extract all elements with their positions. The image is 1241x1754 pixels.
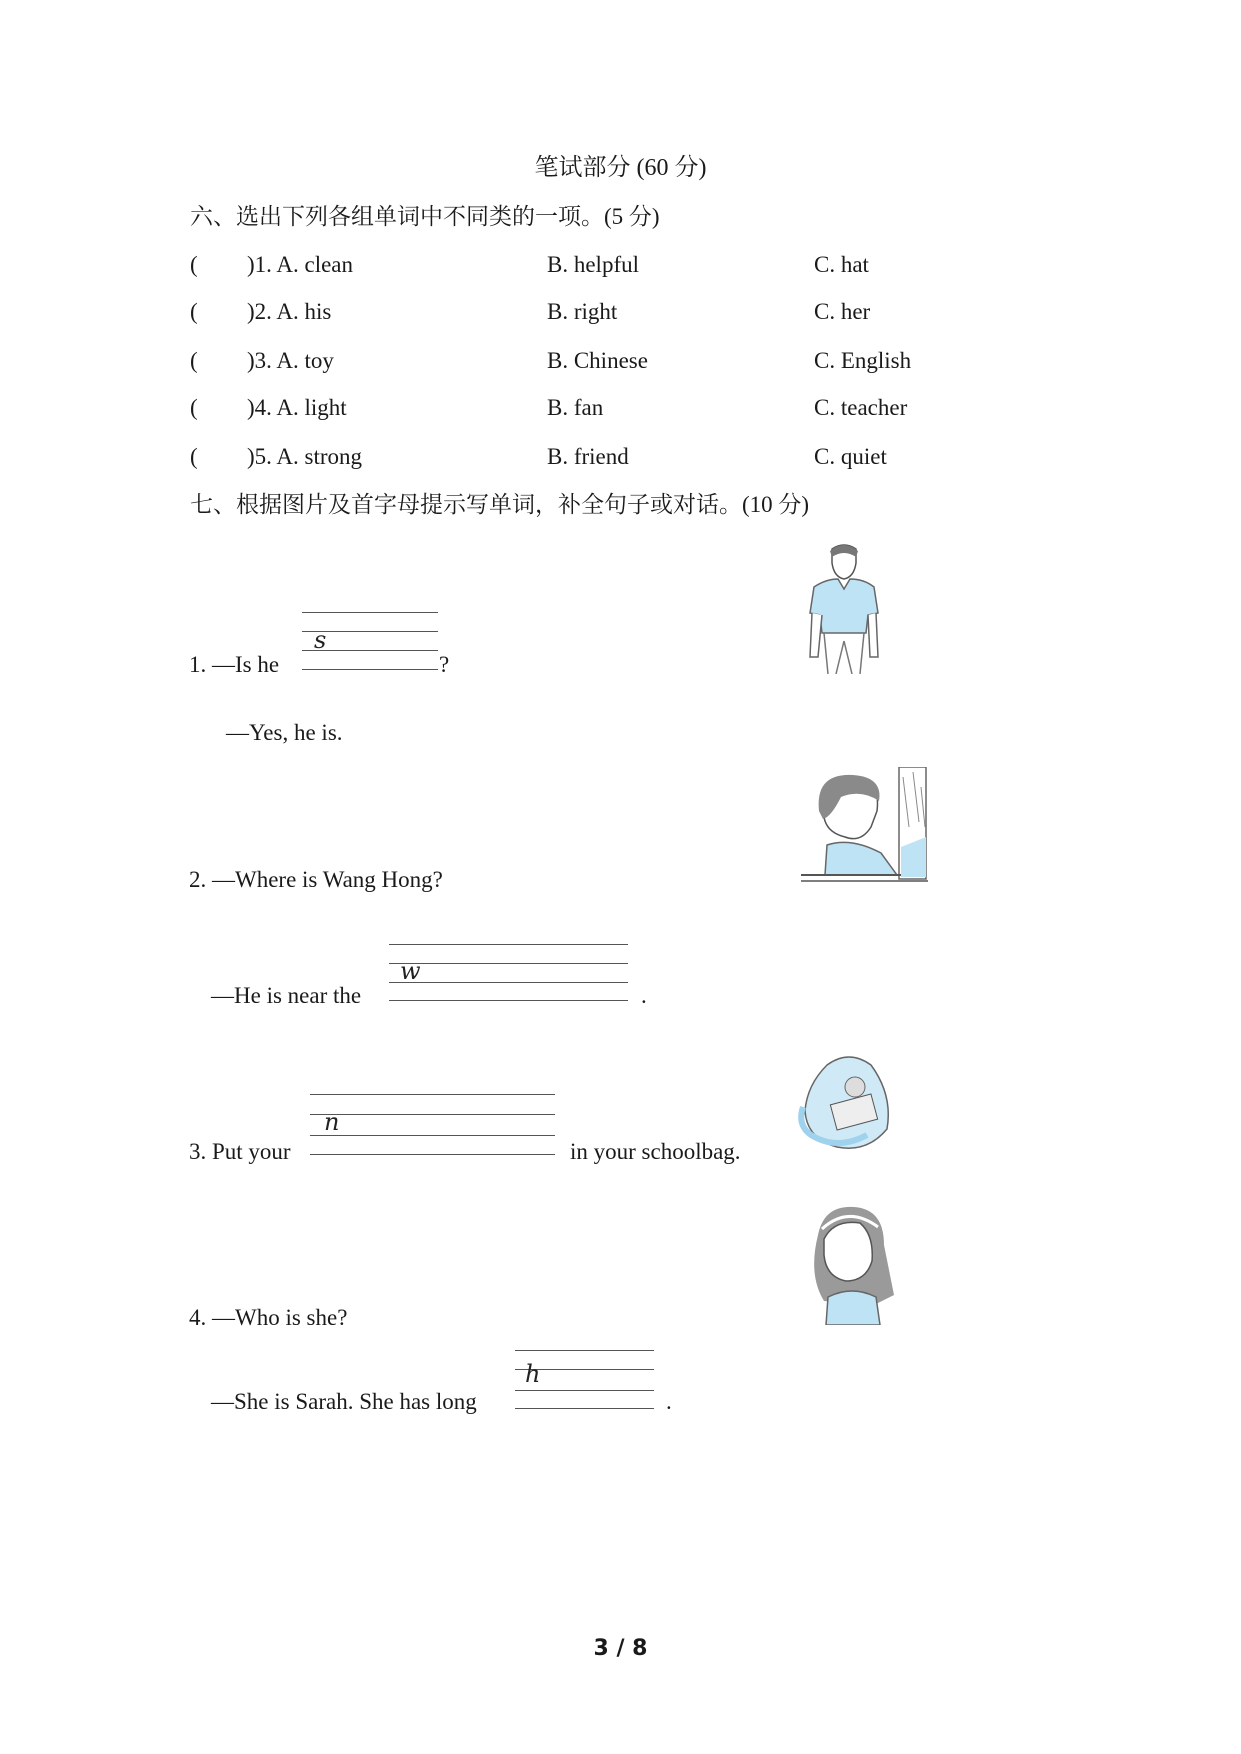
option-a: )3. A. toy (247, 348, 334, 373)
option-b: B. helpful (547, 252, 639, 277)
answer-paren[interactable]: ( (190, 252, 198, 277)
q1-hint-letter: s (314, 626, 327, 654)
q3-suffix: in your schoolbag. (570, 1139, 741, 1164)
q4-question: 4. —Who is she? (189, 1305, 348, 1330)
q4-hint-letter: h (525, 1360, 541, 1388)
answer-paren[interactable]: ( (190, 299, 198, 324)
q1-suffix: ? (439, 652, 450, 677)
q1-answer: —Yes, he is. (226, 720, 343, 745)
option-c: C. quiet (814, 444, 887, 469)
option-c: C. hat (814, 252, 869, 277)
q3-hint-letter: n (324, 1108, 340, 1136)
answer-paren[interactable]: ( (190, 444, 198, 469)
answer-paren[interactable]: ( (190, 395, 198, 420)
q2-hint-letter: w (400, 957, 421, 985)
page-number: 3 / 8 (593, 1636, 648, 1661)
option-b: B. fan (547, 395, 604, 420)
option-a: )1. A. clean (247, 252, 354, 277)
q2-prompt: —He is near the (211, 983, 362, 1008)
strong-man-illustration (806, 541, 882, 674)
page-title: 笔试部分 (60 分) (534, 155, 707, 181)
girl-long-hair-illustration (804, 1205, 896, 1325)
option-c: C. teacher (814, 395, 908, 420)
answer-paren[interactable]: ( (190, 348, 198, 373)
option-b: B. friend (547, 444, 629, 469)
boy-at-window-illustration (801, 767, 928, 883)
option-b: B. right (547, 299, 618, 324)
q2-suffix: . (641, 983, 647, 1008)
option-a: )5. A. strong (247, 444, 362, 469)
option-c: C. English (814, 348, 912, 373)
q4-prompt: —She is Sarah. She has long (211, 1389, 477, 1414)
option-a: )4. A. light (247, 395, 347, 420)
q4-suffix: . (666, 1389, 672, 1414)
q2-question: 2. —Where is Wang Hong? (189, 867, 443, 892)
section6-heading: 六、选出下列各组单词中不同类的一项。(5 分) (190, 204, 660, 229)
schoolbag-illustration (797, 1055, 900, 1153)
option-c: C. her (814, 299, 871, 324)
option-a: )2. A. his (247, 299, 332, 324)
q3-prompt: 3. Put your (189, 1139, 291, 1164)
option-b: B. Chinese (547, 348, 648, 373)
q1-prompt: 1. —Is he (189, 652, 280, 677)
section7-heading: 七、根据图片及首字母提示写单词，补全句子或对话。(10 分) (190, 492, 810, 517)
